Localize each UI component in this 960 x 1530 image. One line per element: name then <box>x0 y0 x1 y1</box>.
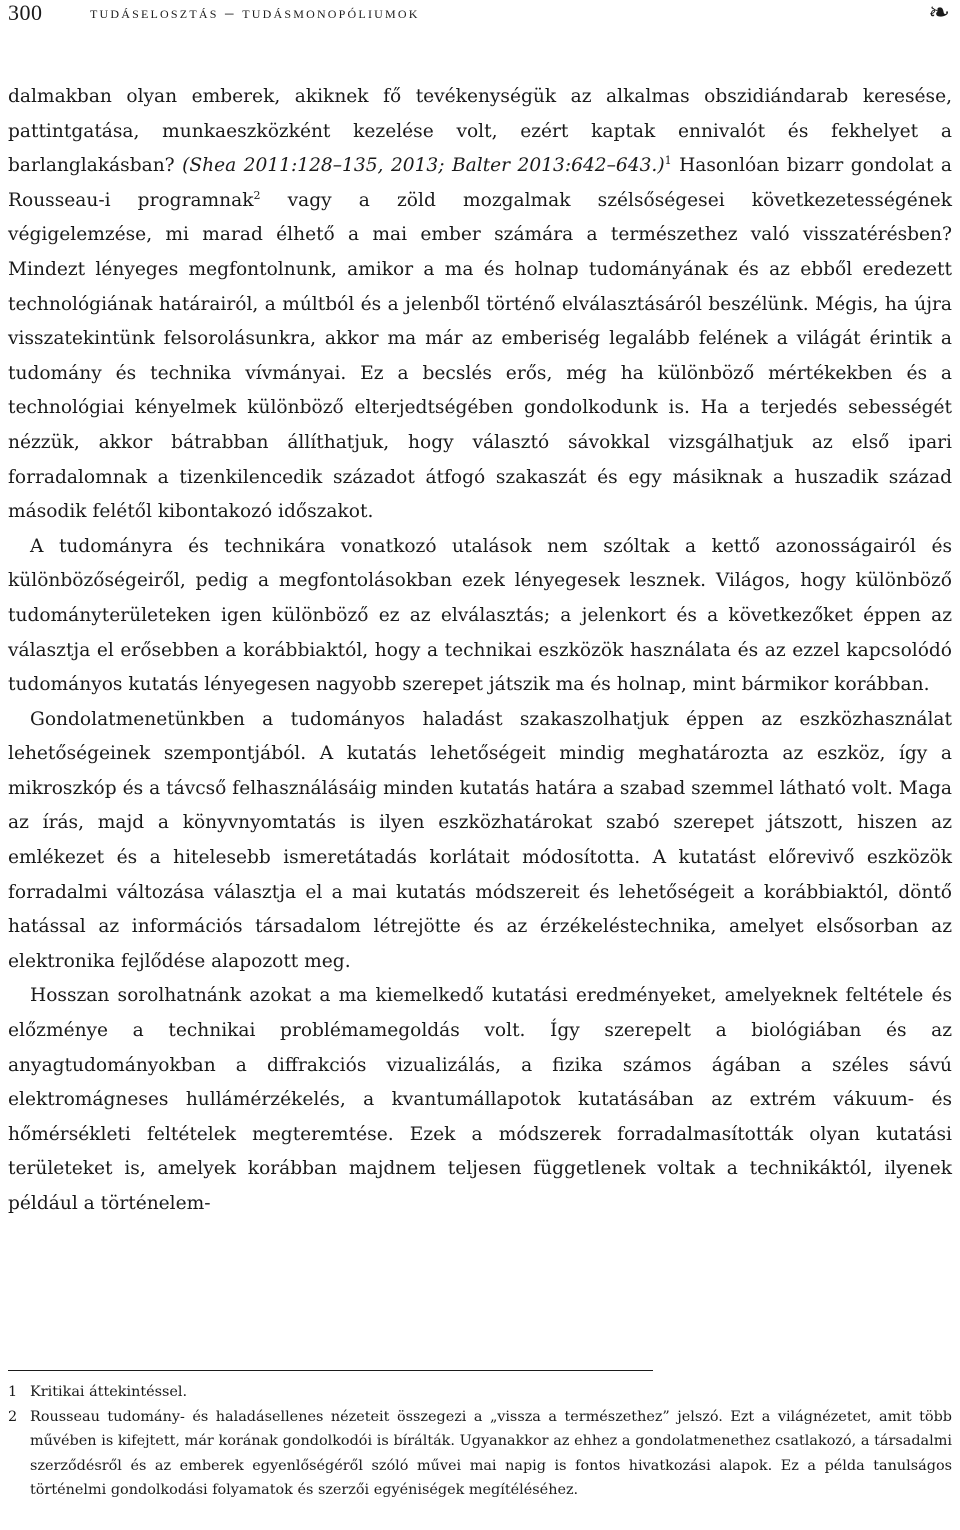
citation: (Shea 2011:128–135, 2013; Balter 2013:642–643.) <box>182 155 665 177</box>
running-head: tudáselosztás – tudásmonopóliumok <box>90 3 420 22</box>
page-header <box>8 0 952 30</box>
footnote-number: 1 <box>8 1384 18 1400</box>
footnote-2 <box>8 1405 952 1503</box>
footnote-number: 2 <box>8 1408 18 1425</box>
footnote-ref-1[interactable]: 1 <box>664 154 672 167</box>
paragraph-2: A tudományra és technikára vonatkozó utalások nem szóltak a kettő azonosságairól és különbözőségeiről, pedig a megfontolásokban ezek lényegesek lesznek. Világos, hogy különböző tudományterületeken igen különböző ez az elválasztás; a jelenkort és a következőket éppen az választja el erősebben a korábbiaktól, hogy a technikai eszközök használata és az ezzel kapcsolódó tudományos kutatás lényegesen nagyobb szerepet játszik ma és holnap, mint bármikor korábban. <box>8 535 952 696</box>
page-number: 300 <box>8 0 43 25</box>
paragraph-1 <box>8 80 952 530</box>
footnotes <box>8 1380 952 1503</box>
fleuron-icon: ❧ <box>928 0 950 27</box>
paragraph-4: Hosszan sorolhatnánk azokat a ma kiemelkedő kutatási eredményeket, amelyeknek feltétele és előzménye a technikai problémamegoldás volt. Így szerepelt a biológiában és az anyagtudományokban a diffrakciós vizualizálás, a fizika számos ágában a széles sávú elektromágneses hullámérzékelés, a kvantumállapotok kutatásában az extrém vákuum- és hőmérsékleti feltételek megteremtése. Ezek a módszerek forradalmasították olyan kutatási területeket is, amelyek korábban majdnem teljesen függetlenek voltak a technikáktól, ilyenek például a történelem- <box>8 985 952 1214</box>
footnote-1 <box>8 1380 952 1405</box>
paragraph-3: Gondolatmenetünkben a tudományos haladást szakaszolhatjuk éppen az eszközhasználat lehetőségeinek szempontjából. A kutatás lehetőségeit mindig meghatározta az eszköz, így a mikroszkóp és a távcső felhasználásáig minden kutatás határa a szabad szemmel látható volt. Maga az írás, majd a könyvnyomtatás is ilyen eszközhatárokat szabó szerepet játszott, hiszen az emlékezet és a hitelesebb ismeretátadás korlátait módosította. A kutatást előrevivő eszközök forradalmi változása választja el a mai kutatás módszereit és lehetőségeit a korábbiaktól, döntő hatással az információs társadalom létrejötte és az érzékeléstechnika, amelyet elsősorban az elektronika fejlődése alapozott meg. <box>8 708 952 972</box>
footnote-text: Kritikai áttekintéssel. <box>30 1384 188 1400</box>
book-page <box>8 0 953 1499</box>
paragraph-1-text-c: vagy a zöld mozgalmak szélsőségesei következetességének végigelemzése, mi marad élhető a mai ember számára a természethez való visszatérésben? Mindezt lényeges megfontolnunk, amikor a ma és holnap tudományának és az ebből eredezett technológiának határairól, a múltból és a jelenből történő elválasztásáról beszélünk. Mégis, ha újra visszatekintünk felsorolásunkra, akkor ma már az emberiség legalább felének a világát érintik a tudomány és technika vívmányai. Ez a becslés erős, még ha különböző mértékekben és a technológiai kényelmek különböző elterjedtségében gondolkodunk is. Ha a terjedés sebességét nézzük, akkor bátrabban állíthatjuk, hogy választó sávokkal vizsgálhatjuk az első ipari forradalomnak a tizenkilencedik századot átfogó szakaszát és egy másiknak a huszadik század második felétől kibontakozó időszakot. <box>8 189 953 523</box>
paragraph-1-text-a: dalmakban olyan emberek, akiknek fő tevékenységük az alkalmas obszidiándarab keresése, pattintgatása, munkaeszközként kezelése volt, ezért kaptak ennivalót és fekhelyet a barlanglakásban? <box>8 86 952 177</box>
footnote-divider <box>8 1370 653 1371</box>
main-text <box>8 80 952 1222</box>
footnote-ref-2[interactable]: 2 <box>253 188 261 202</box>
footnote-text: Rousseau tudomány- és haladásellenes nézeteit összegezi a „vissza a természethez” jelszó. Ezt a világnézetet, amit több művében is kifejtett, már korának gondolkodói is bírálták. Ugyanakkor az ehhez a gondolatmenethez csatlakozó, a társadalmi szerződésről és az emberek egyenlőségéről szóló művei mai napig is fontos hivatkozási alapok. Ez a példa tanulságos történelmi gondolkodási folyamatok és szerzői egyéniségek megítéléséhez. <box>30 1408 952 1499</box>
paragraph-1-text-b: Hasonlóan bizarr gondolat a Rousseau-i programnak <box>8 155 952 211</box>
